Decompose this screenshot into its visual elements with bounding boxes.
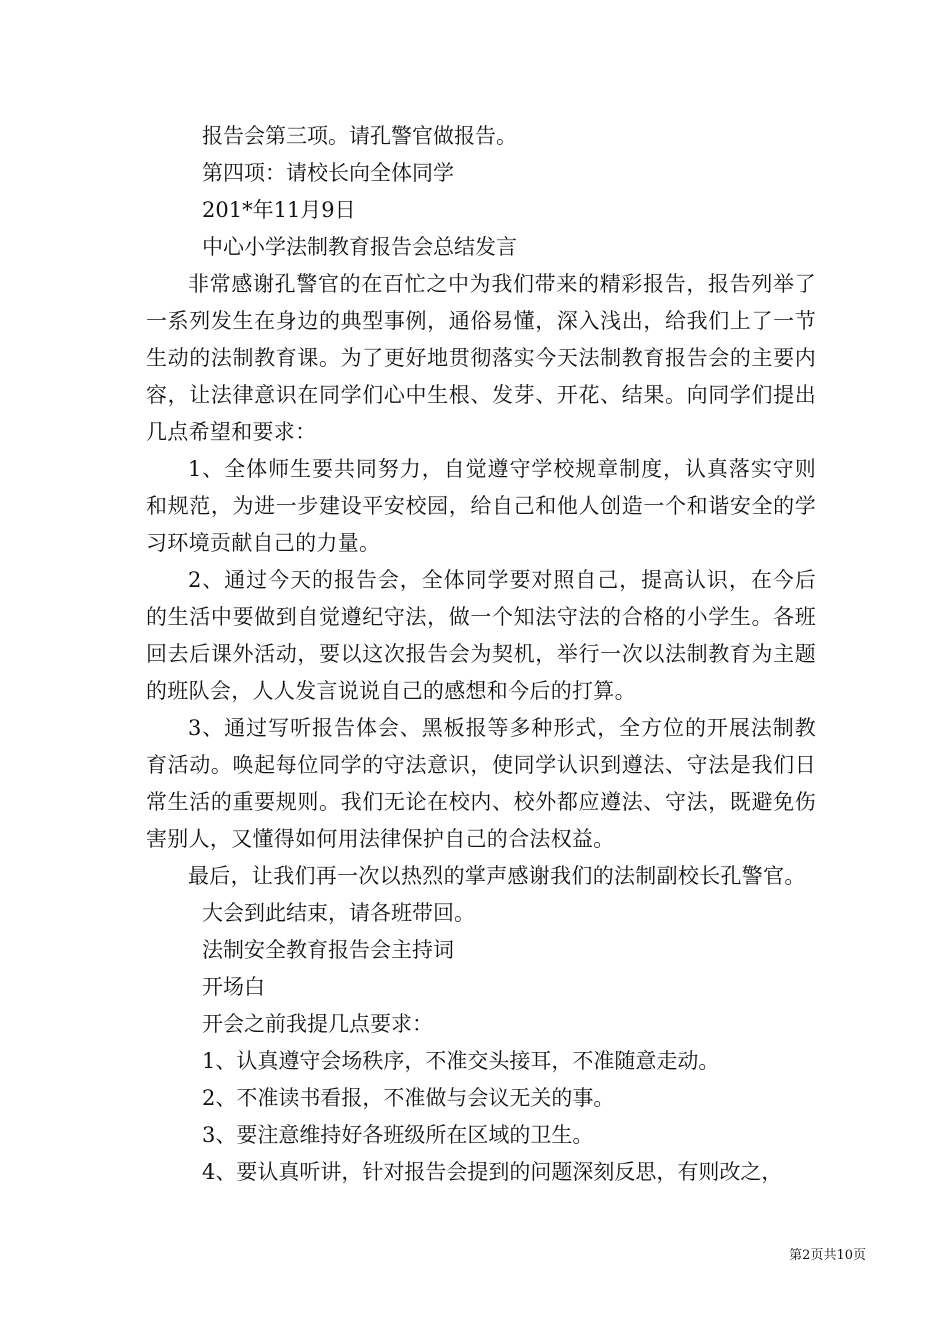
list-item: 3、要注意维持好各班级所在区域的卫生。: [202, 1123, 594, 1147]
subsection-title: 开场白: [202, 975, 265, 999]
section-title: 中心小学法制教育报告会总结发言: [202, 235, 517, 259]
date-line: 201*年11月9日: [202, 198, 356, 222]
text-line: 报告会第三项。请孔警官做报告。: [202, 124, 517, 148]
paragraph-intro: 非常感谢孔警官的在百忙之中为我们带来的精彩报告，报告列举了一系列发生在身边的典型事例，通俗易懂，深入浅出，给我们上了一节生动的法制教育课。为了更好地贯彻落实今天法制教育报告会的主要内容，让法律意识在同学们心中生根、发芽、开花、结果。向同学们提出几点希望和要求：: [146, 272, 816, 444]
section-title: 法制安全教育报告会主持词: [202, 938, 454, 962]
text-line: 大会到此结束，请各班带回。: [202, 901, 475, 925]
list-item: 1、认真遵守会场秩序，不准交头接耳，不准随意走动。: [202, 1049, 720, 1073]
paragraph-point-1: 1、全体师生要共同努力，自觉遵守学校规章制度，认真落实守则和规范，为进一步建设平安校园，给自己和他人创造一个和谐安全的学习环境贡献自己的力量。: [146, 457, 816, 555]
list-item: 4、要认真听讲，针对报告会提到的问题深刻反思，有则改之，: [202, 1160, 783, 1184]
paragraph-closing: 最后，让我们再一次以热烈的掌声感谢我们的法制副校长孔警官。: [188, 864, 806, 888]
text-line: 第四项：请校长向全体同学: [202, 161, 454, 185]
document-body: [146, 118, 816, 1191]
paragraph-point-2: 2、通过今天的报告会，全体同学要对照自己，提高认识，在今后的生活中要做到自觉遵纪守法，做一个知法守法的合格的小学生。各班回去后课外活动，要以这次报告会为契机，举行一次以法制教育为主题的班队会，人人发言说说自己的感想和今后的打算。: [146, 568, 816, 703]
paragraph-point-3: 3、通过写听报告体会、黑板报等多种形式，全方位的开展法制教育活动。唤起每位同学的守法意识，使同学认识到遵法、守法是我们日常生活的重要规则。我们无论在校内、校外都应遵法、守法，既避免伤害别人，又懂得如何用法律保护自己的合法权益。: [146, 716, 816, 851]
text-line: 开会之前我提几点要求：: [202, 1012, 433, 1036]
page-number: 第2页共10页: [789, 1248, 866, 1263]
list-item: 2、不准读书看报，不准做与会议无关的事。: [202, 1086, 615, 1110]
